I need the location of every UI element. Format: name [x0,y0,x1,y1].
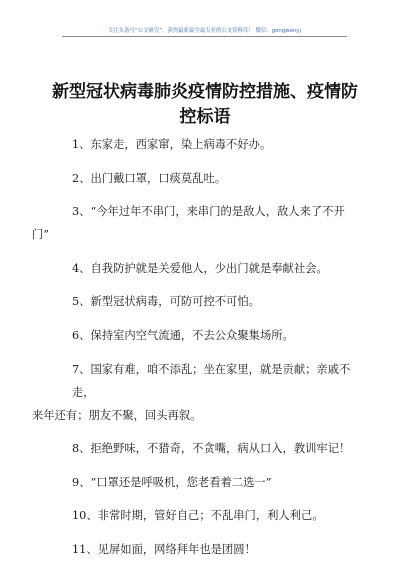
slogan-item: 3、“今年过年不串门，来串门的是敌人，敌人来了不开 门” [32,205,345,242]
slogan-item: 5、新型冠状病毒，可防可控不可怕。 [72,295,260,309]
slogan-item: 7、国家有难，咱不添乱；坐在家里，就是贡献；亲戚不走， 来年还有；朋友不聚，回头再叙。 [32,362,351,422]
slogan-item: 6、保持室内空气流通，不去公众聚集场所。 [72,328,294,342]
slogan-item: 9、“口罩还是呼吸机，您老看着二选一” [72,475,272,489]
header-divider [62,36,347,37]
slogan-list [32,133,355,572]
slogan-item: 1、东家走，西家窜，染上病毒不好办。 [72,138,272,151]
slogan-item: 11、见屏如面，网络拜年也是团圆！ [72,542,256,556]
slogan-item: 8、拒绝野味，不猎奇，不贪嘴，病从口入，教训牢记！ [72,442,351,456]
slogan-item: 4、自我防护就是关爱他人，少出门就是奉献社会。 [72,261,328,275]
slogan-item: 10、非常时期，管好自己；不乱串门，利人利己。 [72,509,324,523]
slogan-item: 2、出门戴口罩，口痰莫乱吐。 [72,171,227,185]
header-note: 关注头条号“公文研究”，获得最新最全最专业的公文资料库！ 微信：gongwenyj [107,28,301,34]
document-title: 新型冠状病毒肺炎疫情防控措施、疫情防控标语 [52,82,358,127]
